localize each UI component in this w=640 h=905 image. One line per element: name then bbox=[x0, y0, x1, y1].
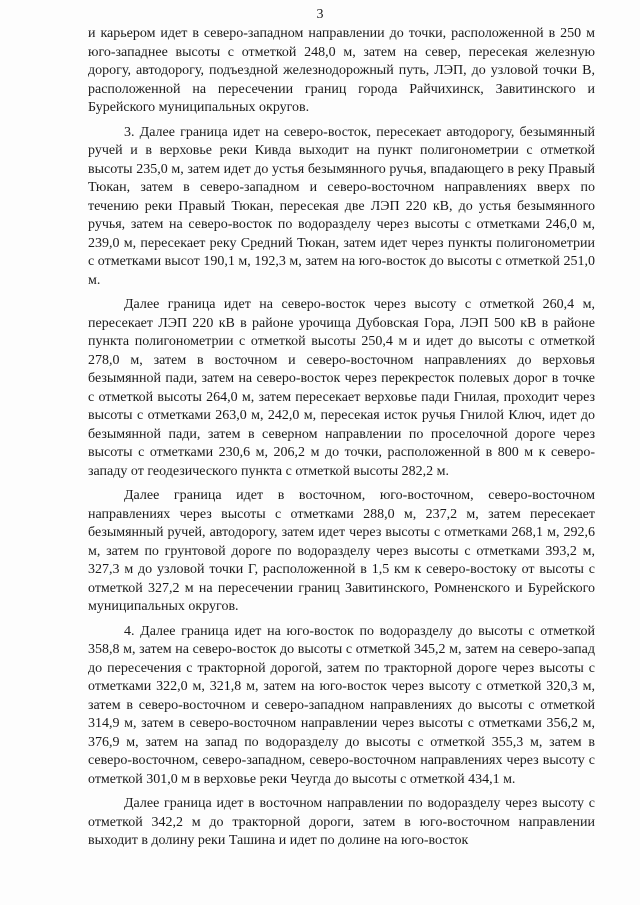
paragraph-section-4: 4. Далее граница идет на юго-восток по водоразделу до высоты с отметкой 358,8 м, затем на северо-восток до высоты с отметкой 345,2 м, затем на северо-запад до пересечения с тракторной дорогой, затем по тракторной дороге через высоты с отметками 322,0 м, 321,8 м, затем на юго-восток через высоту с отметкой 320,3 м, затем в северо-восточном и северо-западном направлениях до высоты с отметкой 314,9 м, затем в северо-восточном направлении через высоты с отметками 356,2 м, 376,9 м, затем на запад по водоразделу до высоты с отметкой 355,3 м, затем в северо-восточном, северо-западном, северо-восточном направлениях через высоту с отметкой 301,0 м в верховье реки Чеугда до высоты с отметкой 434,1 м. bbox=[88, 623, 595, 787]
paragraph-section-3-continued: Далее граница идет на северо-восток через высоту с отметкой 260,4 м, пересекает ЛЭП 220 кВ в районе урочища Дубовская Гора, ЛЭП 500 кВ в районе пункта полигонометрии с отметкой высоты 250,4 м и идет до высоты с отметкой 278,0 м, затем в восточном и северо-восточном направлениях до верховья безымянной пади, затем на северо-восток через перекресток полевых дорог в точке с отметкой высоты 264,0 м, затем пересекает верховье пади Гнилая, проходит через высоты с отметками 263,0 м, 242,0 м, пересекая исток ручья Гнилой Ключ, идет до безымянной пади, затем в северном направлении по проселочной дороге через высоты с отметками 230,6 м, 206,2 м до точки, расположенной в 800 м к северо-западу от геодезического пункта с отметкой высоты 282,2 м. bbox=[88, 297, 595, 479]
paragraph-point-g: Далее граница идет в восточном, юго-восточном, северо-восточном направлениях через высоты с отметками 288,0 м, 237,2 м, затем пересекает безымянный ручей, автодорогу, затем идет через высоты с отметками 268,1 м, 292,6 м, затем по грунтовой дороге по водоразделу через высоты с отметками 393,2 м, 327,3 м до узловой точки Г, расположенной в 1,5 км к северо-востоку от высоты с отметкой 327,2 м на пересечении границ Завитинского, Ромненского и Бурейского муниципальных округов. bbox=[88, 488, 595, 614]
document-body bbox=[88, 25, 595, 857]
paragraph-continuation: и карьером идет в северо-западном направлении до точки, расположенной в 250 м юго-западнее высоты с отметкой 248,0 м, затем на север, пересекая железную дорогу, автодорогу, подъездной железнодорожный путь, ЛЭП, до узловой точки В, расположенной на пересечении границ города Райчихинск, Завитинского и Бурейского муниципальных округов. bbox=[88, 26, 595, 115]
page-number: 3 bbox=[316, 7, 324, 22]
paragraph-section-4-continued: Далее граница идет в восточном направлении по водоразделу через высоту с отметкой 342,2 м до тракторной дороги, затем в юго-восточном направлении выходит в долину реки Ташина и идет по долине на юго-восток bbox=[88, 796, 595, 848]
paragraph-section-3: 3. Далее граница идет на северо-восток, пересекает автодорогу, безымянный ручей и в верховье реки Кивда выходит на пункт полигонометрии с отметкой высоты 235,0 м, затем идет до устья безымянного ручья, впадающего в реку Правый Тюкан, затем в северо-западном и северо-восточном направлениях вверх по течению реки Правый Тюкан, пересекая две ЛЭП 220 кВ, до устья безымянного ручья, затем на северо-восток по водоразделу через высоты с отметками 246,0 м, 239,0 м, пересекает реку Средний Тюкан, затем идет через пункты полигонометрии с отметками высот 190,1 м, 192,3 м, затем на юго-восток до высоты с отметкой 251,0 м. bbox=[88, 124, 595, 288]
